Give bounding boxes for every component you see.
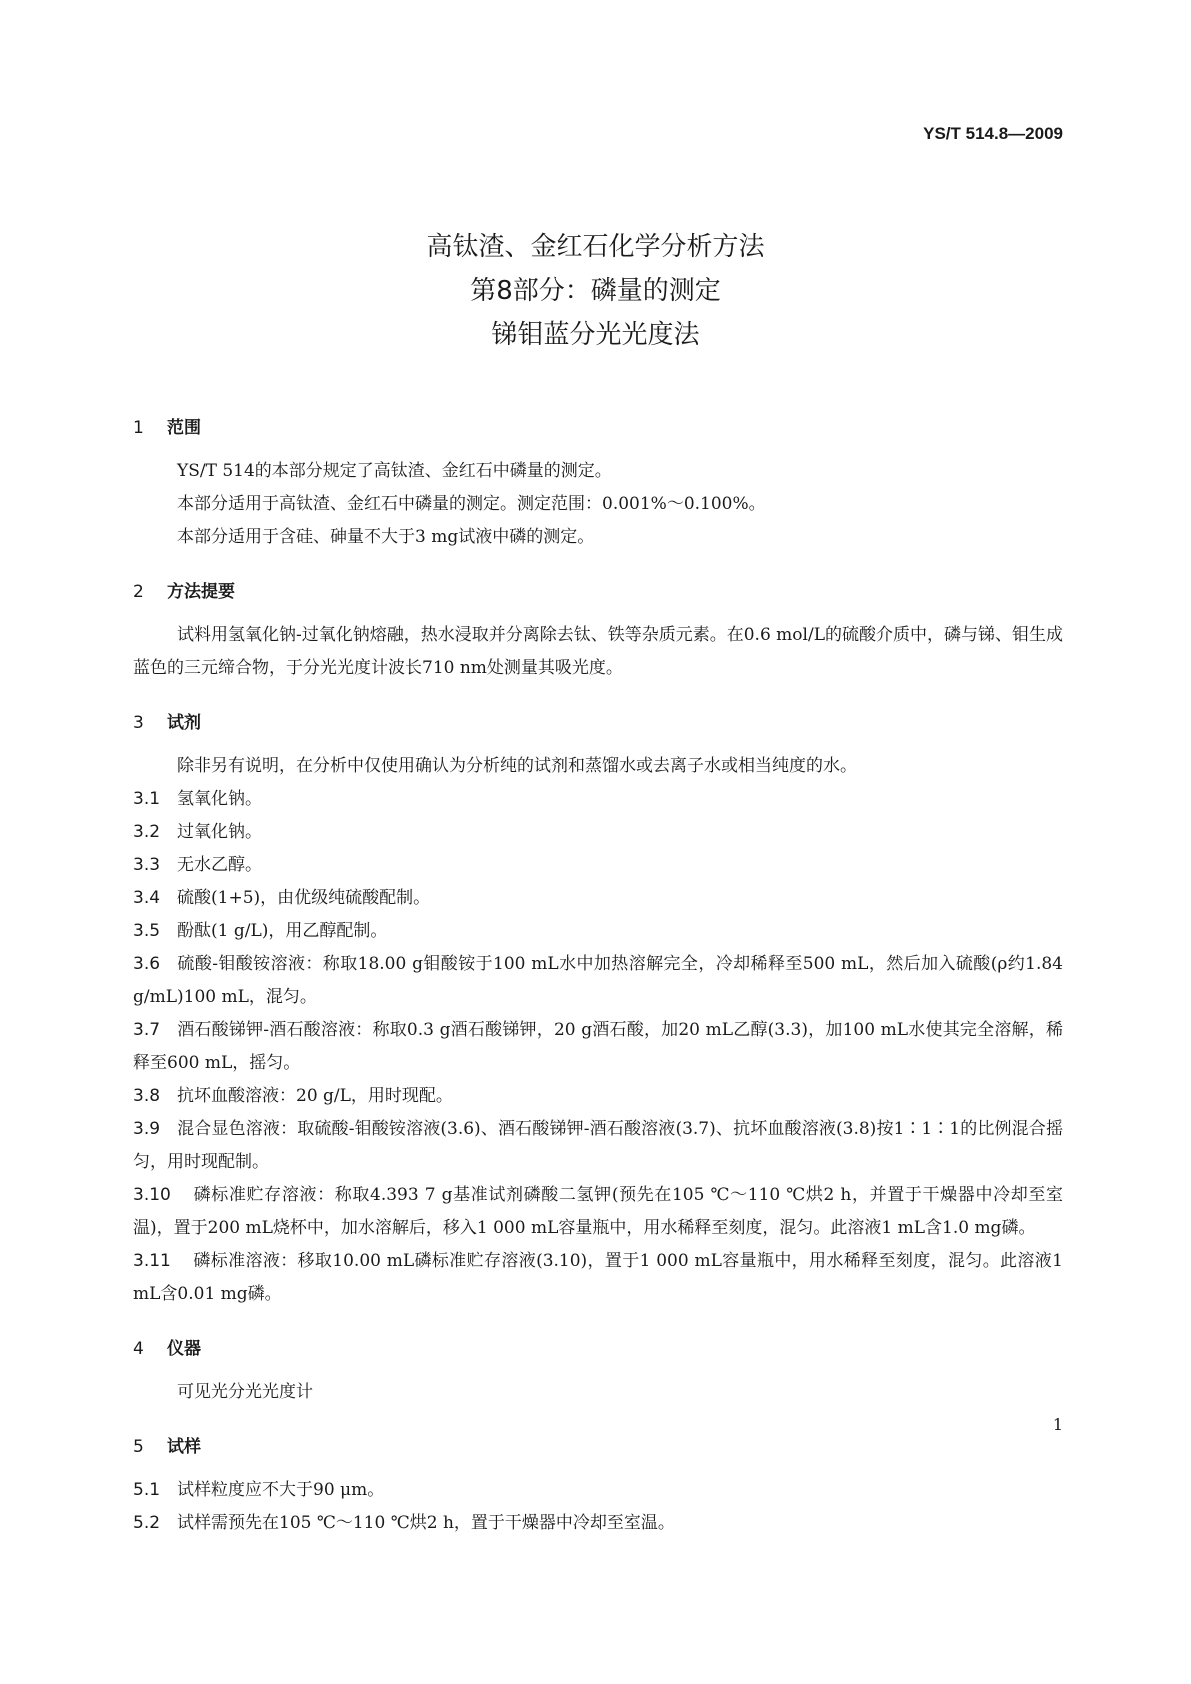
section-title: 范围 — [167, 418, 201, 438]
section-number: 2 — [133, 582, 144, 602]
item-number: 3.11 — [133, 1251, 171, 1271]
title-line-2: 第8部分：磷量的测定 — [470, 276, 721, 306]
document-title — [0, 225, 1191, 357]
item-number: 3.7 — [133, 1020, 161, 1040]
paragraph: 可见光分光光度计 — [177, 1382, 313, 1402]
item-number: 3.3 — [133, 855, 161, 875]
item-text: 氢氧化钠。 — [177, 789, 262, 809]
item-text: 硫酸-钼酸铵溶液：称取18.00 g钼酸铵于100 mL水中加热溶解完全，冷却稀释至500 mL，然后加入硫酸(ρ约1.84 g/mL)100 mL，混匀。 — [133, 954, 1063, 1007]
section-heading-scope — [133, 412, 1063, 445]
list-item — [133, 1179, 1063, 1245]
title-line-3: 锑钼蓝分光光度法 — [491, 320, 700, 350]
list-item — [133, 882, 1063, 915]
paragraph: YS/T 514的本部分规定了高钛渣、金红石中磷量的测定。 — [177, 461, 612, 481]
paragraph: 本部分适用于高钛渣、金红石中磷量的测定。测定范围：0.001%～0.100%。 — [177, 494, 766, 514]
item-text: 混合显色溶液：取硫酸-钼酸铵溶液(3.6)、酒石酸锑钾-酒石酸溶液(3.7)、抗坏血酸溶液(3.8)按1∶1∶1的比例混合摇匀，用时现配制。 — [133, 1119, 1063, 1172]
list-item — [133, 849, 1063, 882]
list-item — [133, 1245, 1063, 1311]
item-text: 硫酸(1+5)，由优级纯硫酸配制。 — [177, 888, 431, 908]
section-title: 试样 — [167, 1437, 201, 1457]
section-title: 仪器 — [167, 1339, 201, 1359]
list-item — [133, 948, 1063, 1014]
section-heading-reagents — [133, 707, 1063, 740]
list-item — [133, 816, 1063, 849]
list-item — [133, 915, 1063, 948]
list-item — [133, 1474, 1063, 1507]
section-title: 方法提要 — [167, 582, 235, 602]
item-number: 3.1 — [133, 789, 161, 809]
section-number: 1 — [133, 418, 144, 438]
section-number: 5 — [133, 1437, 144, 1457]
list-item — [133, 1080, 1063, 1113]
item-number: 3.4 — [133, 888, 161, 908]
list-item — [133, 1507, 1063, 1540]
item-number: 3.2 — [133, 822, 161, 842]
item-text: 试样粒度应不大于90 μm。 — [177, 1480, 385, 1500]
section-heading-apparatus — [133, 1333, 1063, 1366]
item-number: 5.2 — [133, 1513, 161, 1533]
item-text: 磷标准贮存溶液：称取4.393 7 g基准试剂磷酸二氢钾(预先在105 ℃～110 ℃烘2 h，并置于干燥器中冷却至室温)，置于200 mL烧杯中，加水溶解后，移入1 000 mL容量瓶中，用水稀释至刻度，混匀。此溶液1 mL含1.0 mg磷。 — [133, 1185, 1063, 1238]
item-text: 酚酞(1 g/L)，用乙醇配制。 — [177, 921, 388, 941]
list-item — [133, 1014, 1063, 1080]
document-body — [133, 412, 1063, 1540]
item-text: 磷标准溶液：移取10.00 mL磷标准贮存溶液(3.10)，置于1 000 mL容量瓶中，用水稀释至刻度，混匀。此溶液1 mL含0.01 mg磷。 — [133, 1251, 1063, 1304]
list-item — [133, 1113, 1063, 1179]
item-number: 5.1 — [133, 1480, 161, 1500]
paragraph: 试料用氢氧化钠-过氧化钠熔融，热水浸取并分离除去钛、铁等杂质元素。在0.6 mol/L的硫酸介质中，磷与锑、钼生成蓝色的三元缔合物，于分光光度计波长710 nm处测量其吸光度。 — [133, 625, 1063, 678]
title-line-1: 高钛渣、金红石化学分析方法 — [426, 232, 765, 262]
section-heading-principle — [133, 576, 1063, 609]
item-number: 3.6 — [133, 954, 161, 974]
item-number: 3.5 — [133, 921, 161, 941]
paragraph: 除非另有说明，在分析中仅使用确认为分析纯的试剂和蒸馏水或去离子水或相当纯度的水。 — [177, 756, 857, 776]
section-title: 试剂 — [167, 713, 201, 733]
item-number: 3.8 — [133, 1086, 161, 1106]
page-number: 1 — [1052, 1415, 1063, 1434]
item-text: 无水乙醇。 — [177, 855, 262, 875]
standard-code: YS/T 514.8—2009 — [923, 124, 1063, 143]
paragraph: 本部分适用于含硅、砷量不大于3 mg试液中磷的测定。 — [177, 527, 595, 547]
item-number: 3.10 — [133, 1185, 171, 1205]
item-text: 抗坏血酸溶液：20 g/L，用时现配。 — [177, 1086, 453, 1106]
item-number: 3.9 — [133, 1119, 161, 1139]
section-heading-sample — [133, 1431, 1063, 1464]
list-item — [133, 783, 1063, 816]
section-number: 4 — [133, 1339, 144, 1359]
item-text: 试样需预先在105 ℃～110 ℃烘2 h，置于干燥器中冷却至室温。 — [177, 1513, 675, 1533]
item-text: 酒石酸锑钾-酒石酸溶液：称取0.3 g酒石酸锑钾，20 g酒石酸，加20 mL乙醇(3.3)，加100 mL水使其完全溶解，稀释至600 mL，摇匀。 — [133, 1020, 1063, 1073]
item-text: 过氧化钠。 — [177, 822, 262, 842]
section-number: 3 — [133, 713, 144, 733]
